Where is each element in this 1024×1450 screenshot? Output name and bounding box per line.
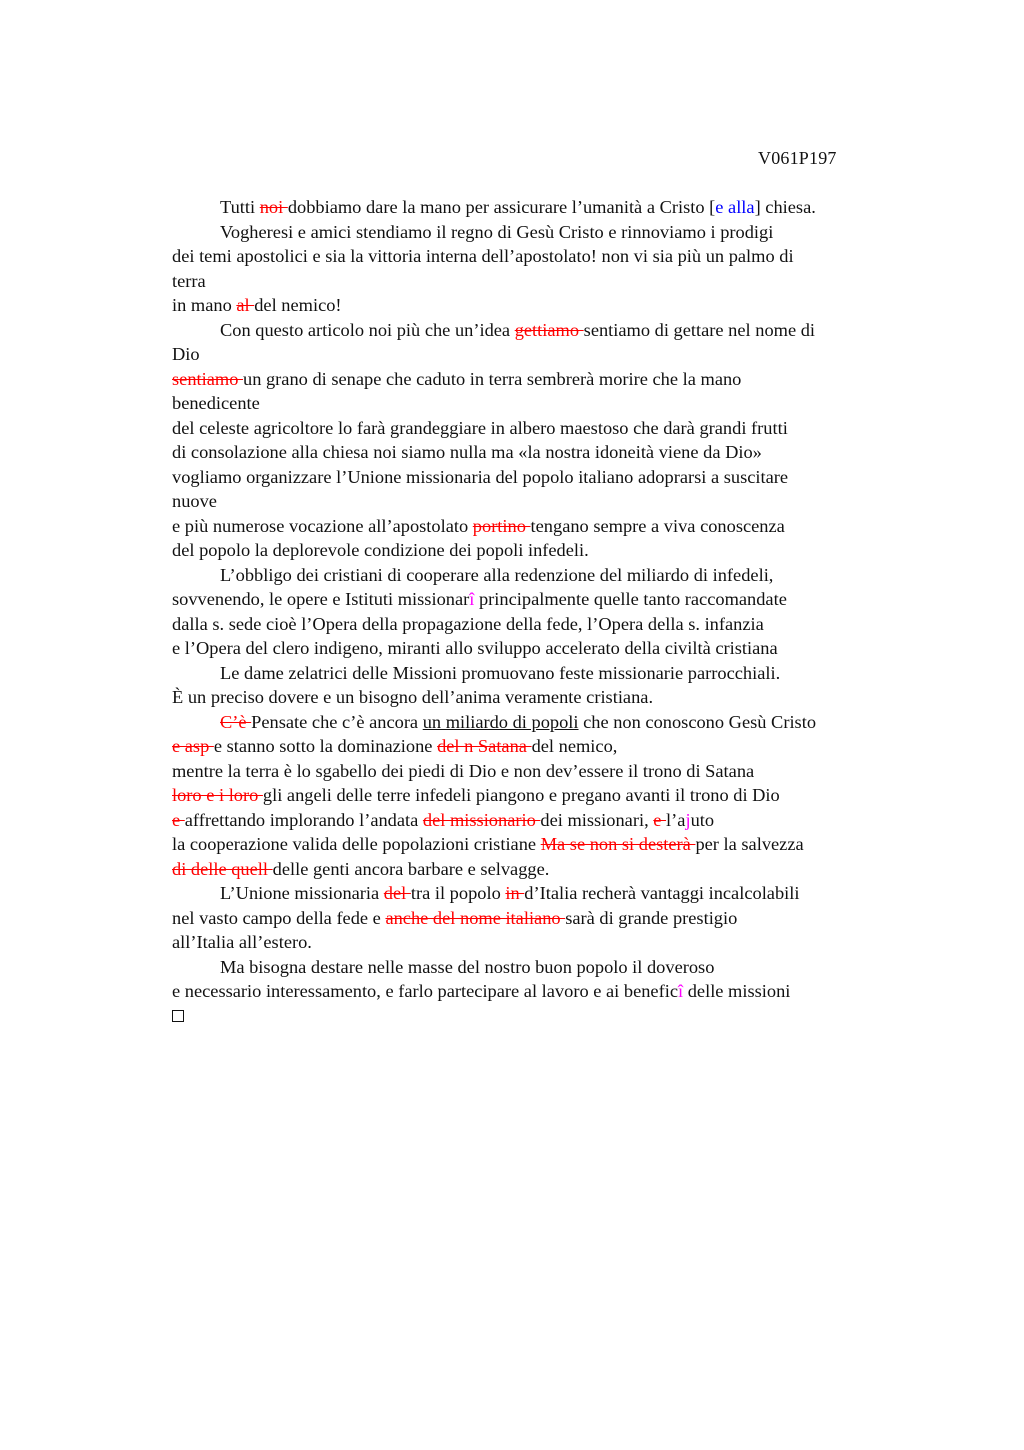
deleted-text: del n Satana [437,736,532,756]
deleted-text: in [505,883,525,903]
text-run: sarà di grande prestigio [565,907,738,928]
text-run: all’Italia all’estero. [172,932,312,952]
text-line [172,342,902,367]
document-body [172,195,902,1028]
text-line [172,318,902,343]
text-run: che non conoscono Gesù Cristo [578,711,817,732]
text-line [172,220,902,245]
text-run: gli angeli delle terre infedeli piangono e pregano avanti il trono di Dio [262,785,780,805]
text-run: affrettando implorando l’andata [184,809,423,830]
text-run: Le dame zelatrici delle Missioni promuovano feste missionarie parrocchiali. [220,662,781,683]
text-line [172,440,902,465]
deleted-text: di delle quell [172,858,273,879]
deleted-text: loro e i loro [172,785,263,805]
text-line [172,269,902,294]
deleted-text: e asp [172,736,214,756]
text-run: principalmente quelle tanto raccomandate [474,589,787,609]
text-line [172,612,902,637]
text-run: Con questo articolo noi più che un’idea [220,319,515,340]
text-run: dobbiamo dare la mano per assicurare l’umanità a Cristo [ [287,197,716,217]
text-run: È un preciso dovere e un bisogno dell’anima veramente cristiana. [172,687,654,707]
text-run: dei missionari, [540,809,654,830]
text-line [172,391,902,416]
text-line [172,293,902,318]
text-line [172,416,902,441]
text-line [172,955,902,980]
end-of-text-box-icon [172,1010,184,1022]
text-run: nuove [172,491,217,511]
text-run: di consolazione alla chiesa noi siamo nulla ma «la nostra idoneità viene da Dio» [172,442,762,462]
underlined-text: un miliardo di popoli [422,711,579,732]
deleted-text: del missionario [422,809,541,830]
deleted-text: noi [259,197,288,217]
text-run: la cooperazione valida delle popolazioni cristiane [172,834,541,854]
text-line [172,563,902,588]
text-line [172,538,902,563]
text-run: del nemico! [254,295,342,315]
inserted-text: e alla [715,197,755,217]
text-run: vogliamo organizzare l’Unione missionaria del popolo italiano adoprarsi a suscitare [172,466,789,487]
text-run: un grano di senape che caduto in terra sembrerà morire che la mano [243,368,742,389]
text-run: e stanno sotto la dominazione [213,736,438,756]
text-run: sovvenendo, le opere e Istituti missionar [172,589,470,609]
text-line [172,465,902,490]
text-line [172,783,902,808]
text-run: nel vasto campo della fede e [172,907,386,928]
text-run: tra il popolo [410,883,506,903]
text-run: del nemico, [531,736,618,756]
text-run: del popolo la deplorevole condizione dei popoli infedeli. [172,540,589,560]
text-line [172,489,902,514]
text-line [172,734,902,759]
deleted-text: gettiamo [514,319,584,340]
text-line [172,930,902,955]
text-line [172,636,902,661]
deleted-text: al [236,295,255,315]
text-run: e l’Opera del clero indigeno, miranti allo sviluppo accelerato della civiltà cristiana [172,638,778,658]
text-run: mentre la terra è lo sgabello dei piedi di Dio e non dev’essere il trono di Satana [172,760,755,781]
deleted-text: anche del nome italiano [385,907,566,928]
text-run: Pensate che c’è ancora [251,711,423,732]
text-run: uto [690,809,715,830]
text-line [172,244,902,269]
deleted-text: portino [472,515,531,536]
text-run: per la salvezza [695,834,804,854]
text-run: l’a [666,809,686,830]
text-line [172,514,902,539]
text-line [172,906,902,931]
text-run: L’Unione missionaria [220,883,384,903]
text-run: e più numerose vocazione all’apostolato [172,515,473,536]
deleted-text: C’è [220,711,252,732]
text-run: delle genti ancora barbare e selvagge. [272,858,550,879]
text-line [172,685,902,710]
editorial-mark: j [685,809,691,830]
text-run: sentiamo di gettare nel nome di [583,319,816,340]
deleted-text: sentiamo [172,368,243,389]
text-run: tengano sempre a viva conoscenza [530,515,785,536]
text-line [172,759,902,784]
text-line [172,881,902,906]
text-run: Vogheresi e amici stendiamo il regno di Gesù Cristo e rinnoviamo i prodigi [220,221,774,242]
text-run: d’Italia recherà vantaggi incalcolabili [524,883,800,903]
deleted-text: e [653,809,667,830]
text-line [172,808,902,833]
text-run: delle missioni [683,981,791,1001]
text-run: ] chiesa. [754,197,816,217]
text-run: e necessario interessamento, e farlo partecipare al lavoro e ai benefic [172,981,678,1001]
text-run: dalla s. sede cioè l’Opera della propagazione della fede, l’Opera della s. infanzia [172,613,764,634]
text-run: del celeste agricoltore lo farà grandeggiare in albero maestoso che darà grandi frutti [172,417,788,438]
text-line [172,710,902,735]
text-line [172,587,902,612]
text-line [172,195,902,220]
editorial-mark: î [678,981,684,1001]
deleted-text: Ma se non si desterà [540,834,696,854]
text-run: terra [172,270,206,291]
text-run: in mano [172,295,237,315]
text-line [172,979,902,1004]
editorial-mark: î [469,589,475,609]
text-line [172,367,902,392]
page-code: V061P197 [758,148,837,168]
deleted-text: e [172,809,185,830]
text-run: Tutti [220,197,260,217]
text-run: L’obbligo dei cristiani di cooperare alla redenzione del miliardo di infedeli, [220,564,774,585]
text-run: benedicente [172,393,260,413]
end-line [172,1004,902,1029]
text-run: dei temi apostolici e sia la vittoria interna dell’apostolato! non vi sia più un palmo di [172,246,794,266]
text-run: Dio [172,344,200,364]
text-line [172,857,902,882]
text-line [172,661,902,686]
text-line [172,832,902,857]
deleted-text: del [383,883,411,903]
text-run: Ma bisogna destare nelle masse del nostro buon popolo il doveroso [220,956,715,977]
